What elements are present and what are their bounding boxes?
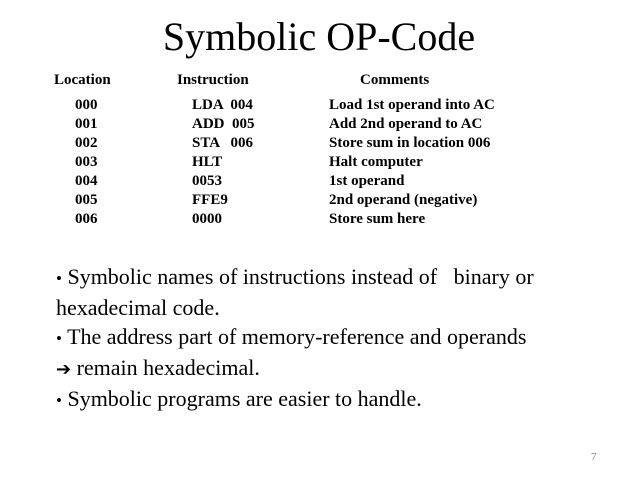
table-row: [0, 134, 638, 153]
instruction-cell: ADD 005: [192, 116, 255, 132]
instruction-cell: HLT: [192, 154, 223, 170]
instruction-cell: FFE9: [192, 192, 228, 208]
header-location: Location: [54, 72, 111, 88]
bullet-dot-icon: •: [56, 329, 62, 348]
table-row: [0, 172, 638, 191]
instruction-cell: 0000: [192, 211, 222, 227]
location-cell: 003: [75, 154, 98, 170]
location-cell: 000: [75, 97, 98, 113]
instruction-cell: 0053: [192, 173, 222, 189]
table-row: [0, 115, 638, 134]
right-arrow-icon: ➔: [56, 359, 72, 380]
bullet-item: [56, 262, 631, 293]
page-number: 7: [591, 451, 597, 463]
table-row: [0, 153, 638, 172]
bullet-dot-icon: •: [56, 391, 62, 410]
comment-cell: 2nd operand (negative): [329, 192, 478, 208]
bullet-item: [56, 384, 631, 415]
table-row: [0, 96, 638, 115]
header-instruction: Instruction: [177, 72, 249, 88]
bullet-text: remain hexadecimal.: [76, 355, 260, 380]
location-cell: 004: [75, 173, 98, 189]
bullet-text: The address part of memory-reference and operands: [67, 324, 527, 349]
bullet-item: [56, 322, 631, 353]
bullet-continuation: [56, 353, 631, 384]
location-cell: 005: [75, 192, 98, 208]
comment-cell: Store sum in location 006: [329, 135, 491, 151]
instruction-table: [0, 96, 638, 229]
location-cell: 006: [75, 211, 98, 227]
comment-cell: Load 1st operand into AC: [329, 97, 495, 113]
location-cell: 002: [75, 135, 98, 151]
comment-cell: Halt computer: [329, 154, 423, 170]
table-row: [0, 191, 638, 210]
comment-cell: Add 2nd operand to AC: [329, 116, 483, 132]
comment-cell: 1st operand: [329, 173, 405, 189]
instruction-cell: STA 006: [192, 135, 253, 151]
instruction-cell: LDA 004: [192, 97, 253, 113]
bullet-dot-icon: •: [56, 269, 62, 288]
comment-cell: Store sum here: [329, 211, 426, 227]
bullet-text: Symbolic programs are easier to handle.: [67, 386, 422, 411]
bullet-list: [56, 262, 631, 415]
location-cell: 001: [75, 116, 98, 132]
bullet-continuation: hexadecimal code.: [56, 295, 220, 320]
bullet-text: Symbolic names of instructions instead of binary or: [67, 264, 534, 289]
table-row: [0, 210, 638, 229]
header-comments: Comments: [360, 72, 430, 88]
slide-title: Symbolic OP-Code: [162, 14, 476, 59]
